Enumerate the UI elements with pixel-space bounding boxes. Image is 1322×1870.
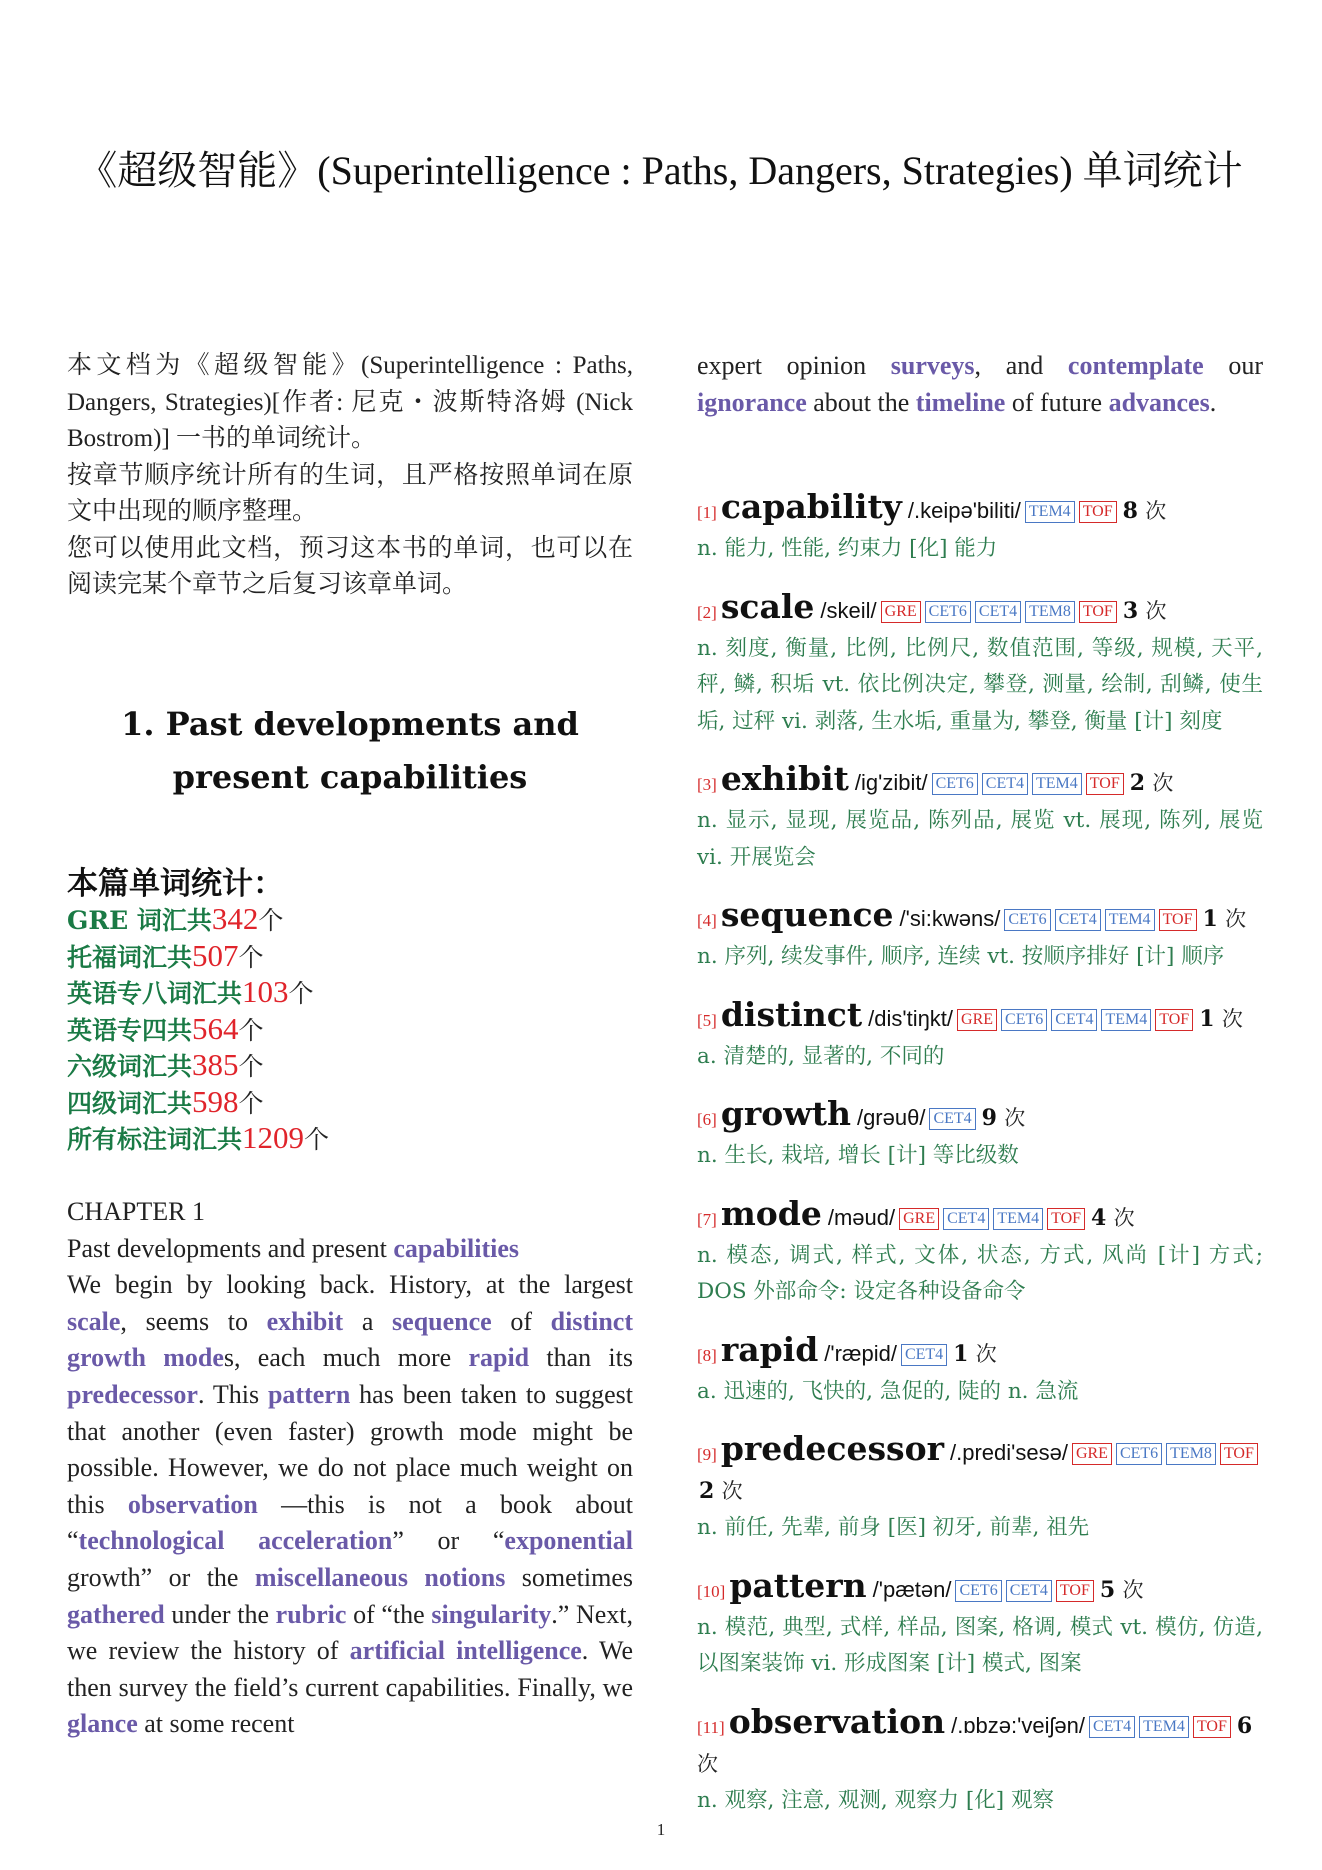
text-excerpt: expert opinion surveys, and contemplate our ignorance about the timeline of future advances.	[697, 351, 1263, 417]
vocab-entry-head	[697, 488, 1263, 531]
keyword: glance	[67, 1709, 138, 1739]
keyword: singularity	[431, 1599, 552, 1629]
exam-tag-badge: CET6	[955, 1580, 1001, 1602]
entry-definition: n. 刻度, 衡量, 比例, 比例尺, 数值范围, 等级, 规模, 天平, 秤, 鳞, 积垢 vt. 依比例决定, 攀登, 测量, 绘制, 刮鳞, 使生垢, 过秤 vi. 剥落, 生水垢, 重量为, 攀登, 衡量 [计] 刻度	[697, 635, 1263, 734]
chapter-heading: 1. Past developments and present capabilities	[121, 705, 579, 796]
exam-tag-badge: TEM4	[1032, 773, 1082, 795]
vocab-entry	[697, 1095, 1263, 1175]
exam-tag-badge: CET6	[925, 601, 971, 623]
intro-paragraph: 本文档为《超级智能》(Superintelligence : Paths, Dangers, Strategies)[作者: 尼克・波斯特洛姆 (Nick Bostrom)] 一书的单词统计。	[67, 352, 633, 452]
stat-label: 四级词汇共	[67, 1088, 193, 1118]
vocab-entry	[697, 1703, 1263, 1820]
entry-definition: n. 显示, 显现, 展览品, 陈列品, 展览 vt. 展现, 陈列, 展览 vi. 开展览会	[697, 808, 1263, 870]
stat-row	[67, 1120, 329, 1157]
page-number: 1	[656, 1820, 666, 1839]
keyword: observation	[127, 1489, 258, 1519]
stat-unit: 个	[238, 942, 264, 972]
keyword: capabilities	[393, 1233, 520, 1263]
entry-times-unit: 次	[1225, 907, 1247, 931]
exam-tag-badge: CET4	[975, 601, 1021, 623]
keyword: predecessor	[67, 1379, 198, 1409]
entry-phonetic: /'si:kwəns/	[899, 906, 1001, 931]
vocab-entry-head	[697, 1195, 1263, 1238]
entry-times-unit: 次	[1004, 1106, 1026, 1130]
keyword: artificial intelligence	[349, 1636, 582, 1666]
exam-tag-badge: CET4	[982, 773, 1028, 795]
vocab-entry	[697, 996, 1263, 1076]
chapter-subtitle: Past developments and present capabilities	[67, 1233, 520, 1263]
entry-phonetic: /.ɒbzə:'veiʃən/	[951, 1712, 1085, 1738]
entry-times-unit: 次	[1145, 598, 1167, 623]
keyword: mode	[163, 1343, 224, 1373]
entry-definition: n. 序列, 续发事件, 顺序, 连续 vt. 按顺序排好 [计] 顺序	[697, 944, 1225, 969]
keyword: pattern	[267, 1379, 351, 1409]
vocab-entry	[697, 1430, 1263, 1547]
vocab-entry-head	[697, 1703, 1263, 1783]
stat-unit: 个	[304, 1125, 330, 1154]
entry-word: scale	[720, 586, 815, 626]
exam-tag-badge: CET4	[1055, 909, 1101, 931]
exam-tag-badge: TOF	[1079, 601, 1117, 623]
entry-word: rapid	[720, 1329, 819, 1369]
entry-index: [6]	[697, 1110, 717, 1129]
keyword: scale	[67, 1306, 121, 1336]
vocab-entry-head	[697, 1331, 1263, 1374]
entry-times-unit: 次	[1122, 1577, 1144, 1602]
entry-phonetic: /'pætən/	[872, 1576, 952, 1602]
entry-index: [10]	[697, 1581, 726, 1601]
exam-tag-badge: TEM4	[1139, 1716, 1189, 1738]
chapter-text	[67, 1194, 633, 1743]
vocab-entry-head	[697, 1095, 1263, 1138]
entry-times-unit: 次	[975, 1341, 997, 1366]
exam-tag-badge: TOF	[1159, 909, 1197, 931]
word-stats-list	[67, 901, 329, 1157]
stat-count: 507	[192, 937, 239, 973]
entry-index: [2]	[697, 602, 717, 622]
vocab-entry-head	[697, 1567, 1263, 1610]
left-column	[67, 348, 633, 1739]
exam-tag-badge: TEM4	[1101, 1009, 1151, 1031]
entry-index: [8]	[697, 1345, 717, 1365]
stat-unit: 个	[288, 979, 314, 1008]
stat-label: 所有标注词汇共	[67, 1125, 243, 1154]
stat-count: 342	[211, 901, 259, 936]
entry-definition: n. 模态, 调式, 样式, 文体, 状态, 方式, 风尚 [计] 方式; DOS 外部命令: 设定各种设备命令	[697, 1242, 1263, 1304]
stat-label: 托福词汇共	[67, 942, 193, 972]
exam-tag-badge: TEM8	[1025, 601, 1075, 623]
vocab-entry-head	[697, 1430, 1263, 1510]
stats-title: 本篇单词统计：	[67, 866, 284, 902]
exam-tag-badge: CET4	[1006, 1580, 1052, 1602]
vocab-entry-head	[697, 996, 1263, 1039]
keyword: exponential	[504, 1526, 633, 1556]
entry-count: 1	[1199, 1005, 1215, 1032]
entry-definition: a. 清楚的, 显著的, 不同的	[697, 1043, 945, 1069]
entry-index: [1]	[697, 503, 717, 522]
keyword: rapid	[468, 1343, 530, 1373]
keyword: gathered	[67, 1599, 165, 1629]
keyword: ignorance	[697, 387, 807, 417]
stat-label: 英语专八词汇共	[67, 979, 243, 1008]
right-column	[697, 348, 1263, 1813]
entry-count: 5	[1099, 1576, 1116, 1603]
entry-count: 6	[1236, 1712, 1253, 1739]
keyword: distinct	[550, 1306, 633, 1336]
exam-tag-badge: CET6	[1001, 1009, 1047, 1031]
exam-tag-badge: TEM4	[1105, 909, 1155, 931]
exam-tag-badge: CET4	[1051, 1009, 1097, 1031]
keyword: rubric	[275, 1599, 347, 1629]
stat-row	[67, 1084, 329, 1121]
exam-tag-badge: TEM4	[1025, 501, 1075, 523]
exam-tag-badge: GRE	[957, 1009, 997, 1031]
exam-tag-badge: CET4	[901, 1344, 947, 1366]
exam-tag-badge: CET6	[1004, 909, 1050, 931]
exam-tag-badge: TOF	[1079, 501, 1117, 523]
entry-word: predecessor	[720, 1429, 944, 1468]
vocab-entry	[697, 1331, 1263, 1411]
stat-unit: 个	[258, 906, 284, 935]
entry-definition: n. 模范, 典型, 式样, 样品, 图案, 格调, 模式 vt. 模仿, 仿造, 以图案装饰 vi. 形成图案 [计] 模式, 图案	[697, 1614, 1263, 1676]
vocab-entry	[697, 1567, 1263, 1683]
vocab-entry-head	[697, 588, 1263, 631]
exam-tag-badge: TEM8	[1166, 1443, 1216, 1465]
vocab-entry	[697, 760, 1263, 876]
entry-phonetic: /.keipə'biliti/	[907, 498, 1021, 523]
entry-word: sequence	[720, 895, 894, 934]
entry-count: 4	[1091, 1204, 1107, 1231]
intro-paragraph: 按章节顺序统计所有的生词，且严格按照单词在原文中出现的顺序整理。	[67, 461, 633, 525]
entry-count: 1	[953, 1340, 969, 1367]
intro-paragraph: 您可以使用此文档，预习这本书的单词，也可以在阅读完某个章节之后复习该章单词。	[67, 534, 633, 598]
exam-tag-badge: CET4	[1089, 1716, 1135, 1738]
entry-times-unit: 次	[1152, 771, 1174, 795]
entry-count: 8	[1122, 498, 1138, 524]
stat-label: GRE 词汇共	[67, 906, 212, 935]
stat-count: 564	[192, 1010, 239, 1046]
stat-unit: 个	[238, 1088, 264, 1118]
entry-definition: a. 迅速的, 飞快的, 急促的, 陡的 n. 急流	[697, 1378, 1079, 1404]
chapter-label: CHAPTER 1	[67, 1197, 205, 1226]
entry-definition: n. 能力, 性能, 约束力 [化] 能力	[697, 536, 998, 561]
entry-index: [5]	[697, 1010, 717, 1030]
stat-count: 1209	[242, 1120, 305, 1155]
entry-times-unit: 次	[721, 1479, 743, 1503]
entry-index: [3]	[697, 775, 717, 794]
entry-phonetic: /ig'zibit/	[854, 770, 928, 795]
vocab-entry	[697, 1195, 1263, 1311]
entry-times-unit: 次	[1113, 1205, 1135, 1230]
entry-times-unit: 次	[1221, 1006, 1243, 1031]
stat-row	[67, 1047, 329, 1084]
entry-times-unit: 次	[1145, 499, 1167, 523]
stat-row	[67, 938, 329, 975]
exam-tag-badge: GRE	[1072, 1443, 1112, 1465]
vocab-entry	[697, 488, 1263, 568]
stat-row	[67, 901, 329, 938]
entry-word: capability	[720, 487, 902, 526]
entry-index: [4]	[697, 911, 717, 930]
keyword: growth	[67, 1343, 146, 1373]
entry-definition: n. 前任, 先辈, 前身 [医] 初牙, 前辈, 祖先	[697, 1515, 1090, 1540]
entry-word: exhibit	[720, 759, 849, 798]
vocab-entry	[697, 896, 1263, 976]
keyword: miscellaneous notions	[254, 1562, 506, 1592]
entry-index: [9]	[697, 1445, 717, 1464]
stat-count: 103	[242, 974, 289, 1009]
keyword: sequence	[392, 1306, 492, 1336]
vocab-entry-head	[697, 896, 1263, 939]
exam-tag-badge: TOF	[1155, 1009, 1193, 1031]
entry-phonetic: /skeil/	[820, 597, 877, 623]
exam-tag-badge: GRE	[899, 1208, 939, 1230]
stat-unit: 个	[238, 1052, 264, 1081]
keyword: exhibit	[266, 1306, 344, 1336]
exam-tag-badge: TEM4	[993, 1208, 1043, 1230]
entry-count: 1	[1202, 906, 1218, 932]
entry-definition: n. 观察, 注意, 观测, 观察力 [化] 观察	[697, 1787, 1054, 1813]
exam-tag-badge: CET4	[929, 1108, 975, 1130]
entry-phonetic: /'ræpid/	[824, 1340, 897, 1366]
vocab-entry-head	[697, 760, 1263, 803]
entry-count: 3	[1122, 597, 1139, 624]
stat-count: 385	[192, 1047, 239, 1082]
entry-count: 2	[1129, 770, 1146, 796]
exam-tag-badge: CET4	[943, 1208, 989, 1230]
entry-phonetic: /.predi'sesə/	[950, 1440, 1068, 1465]
entry-word: growth	[720, 1094, 851, 1133]
keyword: technological acceleration	[78, 1526, 393, 1556]
keyword: timeline	[915, 387, 1006, 417]
keyword: surveys	[890, 351, 975, 380]
entry-word: observation	[728, 1701, 946, 1741]
exam-tag-badge: GRE	[881, 601, 921, 623]
entry-word: mode	[720, 1193, 822, 1233]
vocab-entries	[697, 488, 1263, 1839]
entry-index: [7]	[697, 1209, 717, 1229]
stat-row	[67, 1011, 329, 1048]
exam-tag-badge: TOF	[1056, 1580, 1094, 1602]
keyword: advances	[1108, 387, 1210, 417]
exam-tag-badge: TOF	[1047, 1208, 1085, 1230]
exam-tag-badge: CET6	[932, 773, 978, 795]
entry-word: distinct	[720, 994, 863, 1034]
stat-count: 598	[192, 1083, 239, 1119]
stat-row	[67, 974, 329, 1011]
stat-unit: 个	[238, 1015, 264, 1045]
document-title: 《超级智能》(Superintelligence : Paths, Dangers, Strategies) 单词统计	[77, 148, 1243, 193]
entry-count: 9	[981, 1105, 997, 1131]
entry-phonetic: /dis'tiŋkt/	[868, 1005, 954, 1031]
vocab-entry	[697, 588, 1263, 741]
entry-definition: n. 生长, 栽培, 增长 [计] 等比级数	[697, 1143, 1019, 1168]
intro-section	[67, 348, 633, 604]
entry-index: [11]	[697, 1717, 725, 1737]
stat-label: 六级词汇共	[67, 1052, 193, 1081]
entry-phonetic: /grəuθ/	[856, 1105, 926, 1130]
exam-tag-badge: CET6	[1116, 1443, 1162, 1465]
entry-times-unit: 次	[697, 1751, 718, 1776]
stat-label: 英语专四共	[67, 1015, 193, 1045]
exam-tag-badge: TOF	[1086, 773, 1124, 795]
entry-count: 2	[699, 1478, 715, 1504]
exam-tag-badge: TOF	[1220, 1443, 1258, 1465]
chapter-body: We begin by looking back. History, at the largest scale, seems to exhibit a sequence of distinct growth modes, each much more rapid than its predecessor. This pattern has been taken to suggest that another (even faster) growth mode might be possible. However, we do not place much weight on this observation —this is not a book about “technological acceleration” or “exponential growth” or the miscellaneous notions sometimes gathered under the rubric of “the singularity.” Next, we review the history of artificial intelligence. We then survey the field’s current capabilities. Finally, we glance at some recent	[67, 1270, 633, 1739]
exam-tag-badge: TOF	[1193, 1716, 1231, 1738]
entry-phonetic: /məud/	[827, 1204, 896, 1230]
keyword: contemplate	[1067, 351, 1204, 380]
entry-word: pattern	[729, 1565, 867, 1605]
